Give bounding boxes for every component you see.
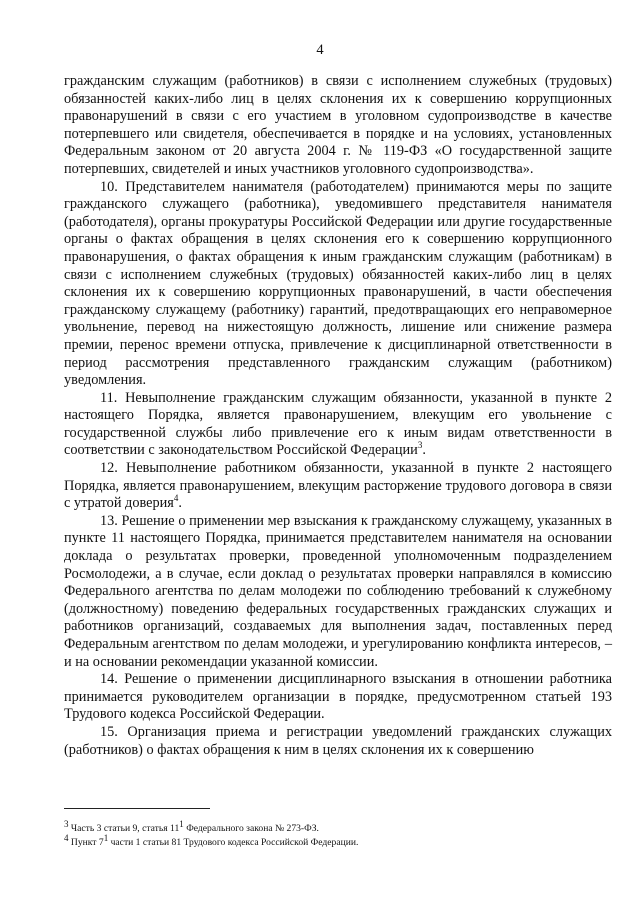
paragraph-continuation: гражданским служащим (работников) в связи с исполнением служебных (трудовых) обязанностей каких-либо лиц в целях склонения их к совершению коррупционных правонарушений в связи с его участием в уголовном судопроизводстве в качестве потерпевшего или свидетеля, обеспечивается в порядке и на условиях, установленных Федеральным законом от 20 августа 2004 г. № 119-ФЗ «О государственной защите потерпевших, свидетелей и иных участников уголовного судопроизводства». bbox=[64, 73, 612, 177]
footnote-sup: 1 bbox=[103, 832, 109, 843]
footnote-3 bbox=[64, 818, 612, 836]
footnote-sup: 1 bbox=[179, 818, 184, 829]
footnote-separator bbox=[64, 808, 210, 809]
footnote-mark: 3 bbox=[64, 818, 69, 829]
document-body bbox=[64, 73, 612, 759]
footnote-4 bbox=[64, 832, 612, 850]
paragraph-12-text: 12. Невыполнение работником обязанности, указанной в пункте 2 настоящего Порядка, является правонарушением, влекущим расторжение трудового договора в связи с утратой доверия bbox=[64, 460, 612, 512]
paragraph-12: 12. Невыполнение работником обязанности, указанной в пункте 2 настоящего Порядка, является правонарушением, влекущим расторжение трудового договора в связи с утратой доверия$^4$. bbox=[64, 460, 612, 512]
footnote-text: Часть 3 статьи 9, статья 11 bbox=[70, 823, 180, 834]
paragraph-10: 10. Представителем нанимателя (работодателем) принимаются меры по защите гражданского служащего (работника), уведомившего представителя нанимателя (работодателя), органы прокуратуры Российской Федерации или другие государственные органы о фактах обращения в целях склонения его к совершению коррупционного правонарушения, о фактах обращения к иным гражданским служащим (работникам) в связи с исполнением служебных (трудовых) обязанностей каких-либо лиц в целях склонения их к совершению коррупционных правонарушений, в части обеспечения гражданскому служащему (работнику) гарантий, предотвращающих его неправомерное увольнение, перевод на нижестоящую должность, лишение или снижение размера премии, перенос времени отпуска, привлечение к дисциплинарной ответственности в период рассмотрения представленного гражданским служащим (работником) уведомления. bbox=[64, 178, 612, 389]
footnote-mark: 4 bbox=[64, 832, 69, 843]
paragraph-11-text: 11. Невыполнение гражданским служащим обязанности, указанной в пункте 2 настоящего Порядка, является правонарушением, влекущим его увольнение с государственной службы либо привлечение его к иным видам ответственности в соответствии с законодательством Российской Федерации bbox=[64, 389, 612, 459]
page-number: 4 bbox=[316, 42, 324, 58]
footnote-text-tail: части 1 статьи 81 Трудового кодекса Российской Федерации. bbox=[108, 837, 359, 848]
footnote-text-tail: Федерального закона № 273-ФЗ. bbox=[183, 823, 319, 834]
footnote-text: Пункт 7 bbox=[70, 837, 104, 848]
paragraph-11: 11. Невыполнение гражданским служащим обязанности, указанной в пункте 2 настоящего Порядка, является правонарушением, влекущим его увольнение с государственной службы либо привлечение его к иным видам ответственности в соответствии с законодательством Российской Федерации$^3$. bbox=[64, 389, 612, 459]
footnote-ref-4[interactable]: 4 bbox=[173, 493, 179, 504]
footnote-ref-3[interactable]: 3 bbox=[417, 440, 423, 451]
paragraph-13: 13. Решение о применении мер взыскания к гражданскому служащему, указанных в пункте 11 настоящего Порядка, принимается представителем нанимателя на основании доклада о результатах проверки, проведенной уполномоченным подразделением Росмолодежи, а в случае, если доклад о результатах проверки направлялся в комиссию Федерального агентства по делам молодежи по соблюдению требований к служебному (должностному) поведению федеральных государственных гражданских служащих и работников организаций, создаваемых для выполнения задач, поставленных перед Федеральным агентством по делам молодежи, и урегулированию конфликта интересов, – и на основании рекомендации указанной комиссии. bbox=[64, 512, 612, 670]
paragraph-15: 15. Организация приема и регистрации уведомлений гражданских служащих (работников) о фактах обращения к ним в целях склонения их к совершению bbox=[64, 723, 612, 758]
paragraph-14: 14. Решение о применении дисциплинарного взыскания в отношении работника принимается руководителем организации в порядке, предусмотренном статьей 193 Трудового кодекса Российской Федерации. bbox=[64, 671, 612, 723]
footnotes bbox=[64, 818, 612, 850]
